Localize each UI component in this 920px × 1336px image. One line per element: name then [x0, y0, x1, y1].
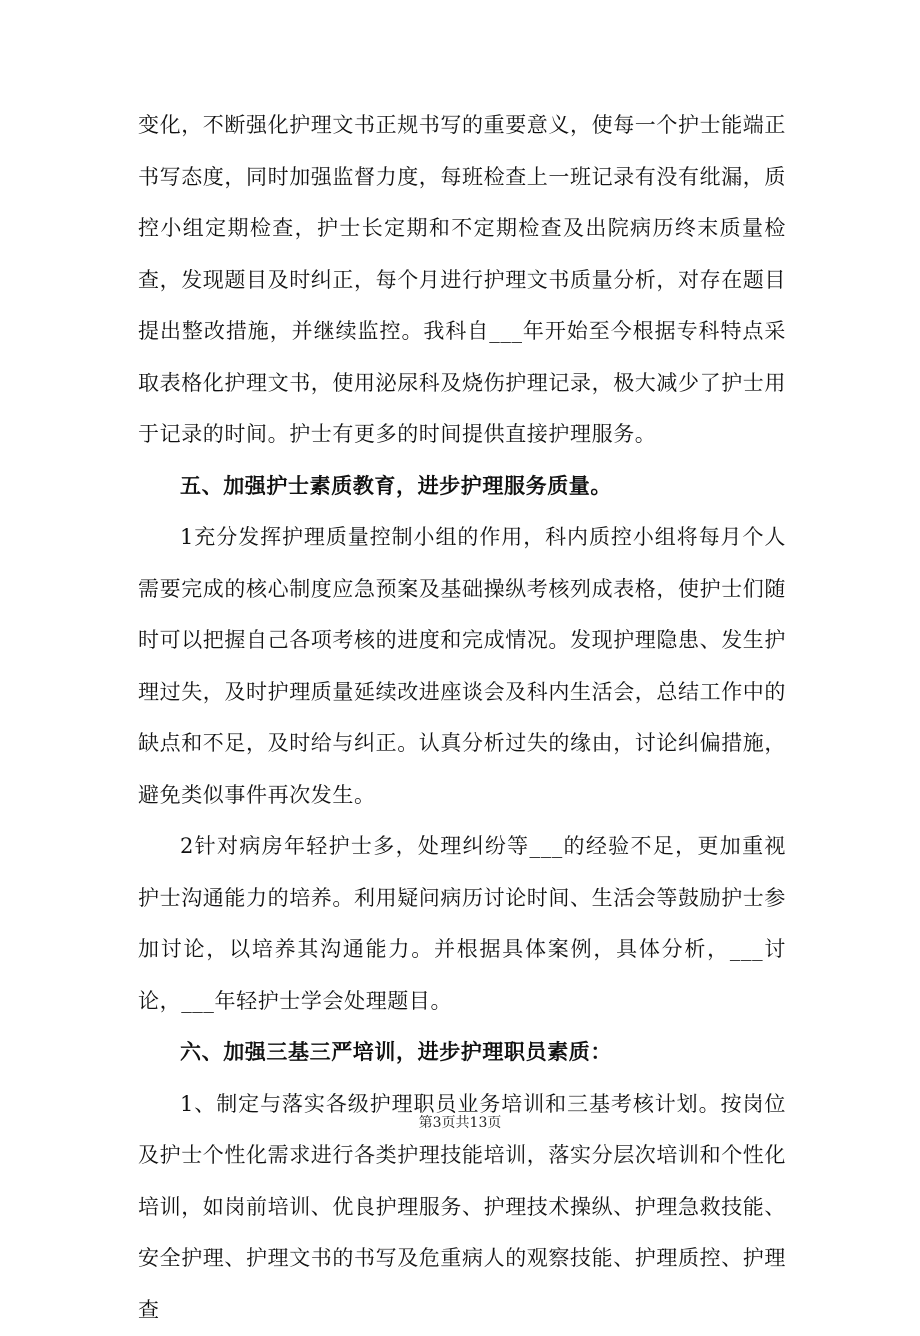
section-heading-six: 六、加强三基三严培训，进步护理职员素质：	[138, 1027, 786, 1079]
page-number-footer: 第3页共13页	[0, 1112, 920, 1132]
paragraph-quality-control: 1充分发挥护理质量控制小组的作用，科内质控小组将每月个人需要完成的核心制度应急预案及基础操纵考核列成表格，使护士们随时可以把握自己各项考核的进度和完成情况。发现护理隐患、发生护理过失，及时护理质量延续改进座谈会及科内生活会，总结工作中的缺点和不足，及时给与纠正。认真分析过失的缘由，讨论纠偏措施，避免类似事件再次发生。	[138, 512, 786, 821]
paragraph-communication: 2针对病房年轻护士多，处理纠纷等___的经验不足，更加重视护士沟通能力的培养。利用疑问病历讨论时间、生活会等鼓励护士参加讨论，以培养其沟通能力。并根据具体案例，具体分析，___讨论，___年轻护士学会处理题目。	[138, 821, 786, 1027]
document-body	[138, 100, 786, 1336]
section-heading-five: 五、加强护士素质教育，进步护理服务质量。	[138, 461, 786, 513]
paragraph-training: 1、制定与落实各级护理职员业务培训和三基考核计划。按岗位及护士个性化需求进行各类护理技能培训，落实分层次培训和个性化培训，如岗前培训、优良护理服务、护理技术操纵、护理急救技能、安全护理、护理文书的书写及危重病人的观察技能、护理质控、护理查	[138, 1079, 786, 1336]
paragraph-continuation: 变化，不断强化护理文书正规书写的重要意义，使每一个护士能端正书写态度，同时加强监督力度，每班检查上一班记录有没有纰漏，质控小组定期检查，护士长定期和不定期检查及出院病历终末质量检查，发现题目及时纠正，每个月进行护理文书质量分析，对存在题目提出整改措施，并继续监控。我科自___年开始至今根据专科特点采取表格化护理文书，使用泌尿科及烧伤护理记录，极大减少了护士用于记录的时间。护士有更多的时间提供直接护理服务。	[138, 100, 786, 461]
